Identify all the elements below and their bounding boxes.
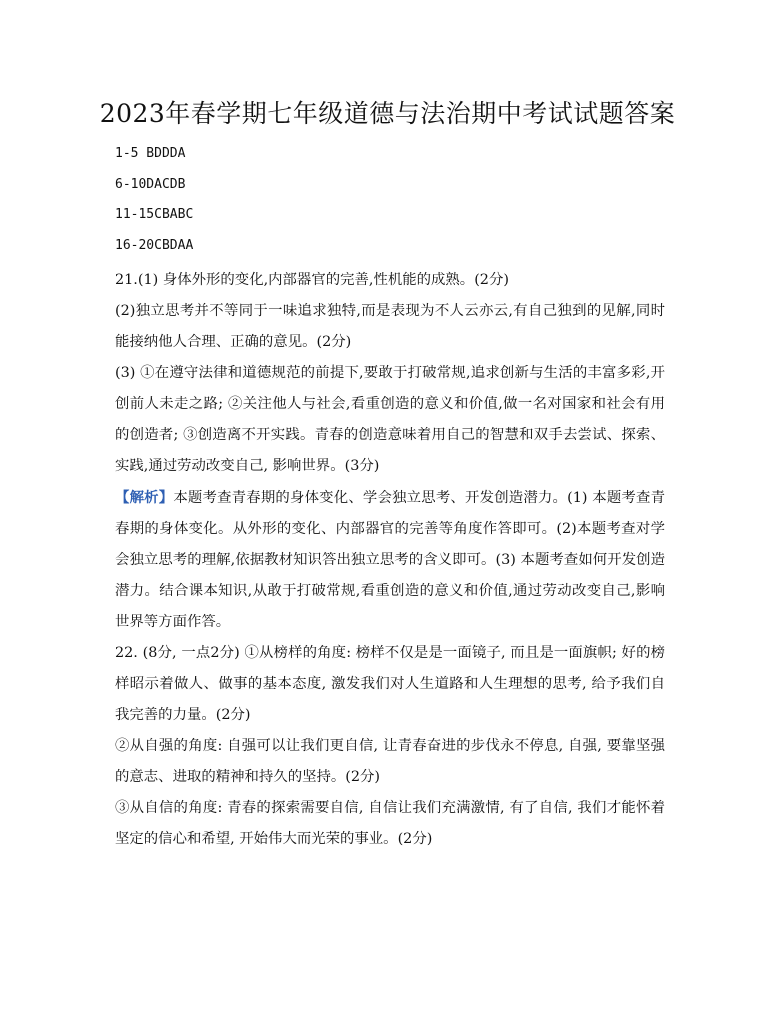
q21-part1: 21.(1) 身体外形的变化,内部器官的完善,性机能的成熟。(2分) — [115, 272, 509, 288]
analysis-text: 本题考查青春期的身体变化、学会独立思考、开发创造潜力。(1) 本题考查青春期的身体变化。从外形的变化、内部器官的完善等角度作答即可。(2)本题考查对学会独立思考的理解,依据教材知识答出独立思考的含义即可。(3) 本题考查如何开发创造潜力。结合课本知识,从敢于打破常规,看重创造的意义和价值,通过劳动改变自己,影响世界等方面作答。 — [115, 490, 665, 630]
q21-part3: (3) ①在遵守法律和道德规范的前提下,要敢于打破常规,追求创新与生活的丰富多彩,开创前人未走之路; ②关注他人与社会,看重创造的意义和价值,做一名对国家和社会有用的创造者; ③创造离不开实践。青春的创造意味着用自己的智慧和双手去尝试、探索、实践,通过劳动改变自己, 影响世界。(3分) — [115, 365, 665, 474]
mc-answer-line: 16-20CBDAA — [115, 237, 194, 253]
q22-part3: ③从自信的角度: 青春的探索需要自信, 自信让我们充满激情, 有了自信, 我们才能怀着坚定的信心和希望, 开始伟大而光荣的事业。(2分) — [115, 800, 665, 847]
page-title: 2023年春学期七年级道德与法治期中考试试题答案 — [99, 99, 676, 128]
answer-content — [115, 143, 665, 855]
q22-part2: ②从自强的角度: 自强可以让我们更自信, 让青春奋进的步伐永不停息, 自强, 要靠坚强的意志、进取的精神和持久的坚持。(2分) — [115, 738, 665, 785]
mc-answer-line: 1-5 BDDDA — [115, 146, 186, 161]
mc-answer-line: 11-15CBABC — [115, 207, 194, 222]
q21-analysis — [115, 482, 665, 638]
q21-part2: (2)独立思考并不等同于一味追求独特,而是表现为不人云亦云,有自己独到的见解,同时能接纳他人合理、正确的意见。(2分) — [115, 303, 665, 350]
mc-answer-line: 6-10DACDB — [115, 176, 186, 192]
q22-part1: 22. (8分, 一点2分) ①从榜样的角度: 榜样不仅是是一面镜子, 而且是一面旗帜; 好的榜样昭示着做人、做事的基本态度, 激发我们对人生道路和人生理想的思考, 给予我们自我完善的力量。(2分) — [115, 645, 665, 723]
analysis-tag: 【解析】 — [115, 489, 174, 506]
